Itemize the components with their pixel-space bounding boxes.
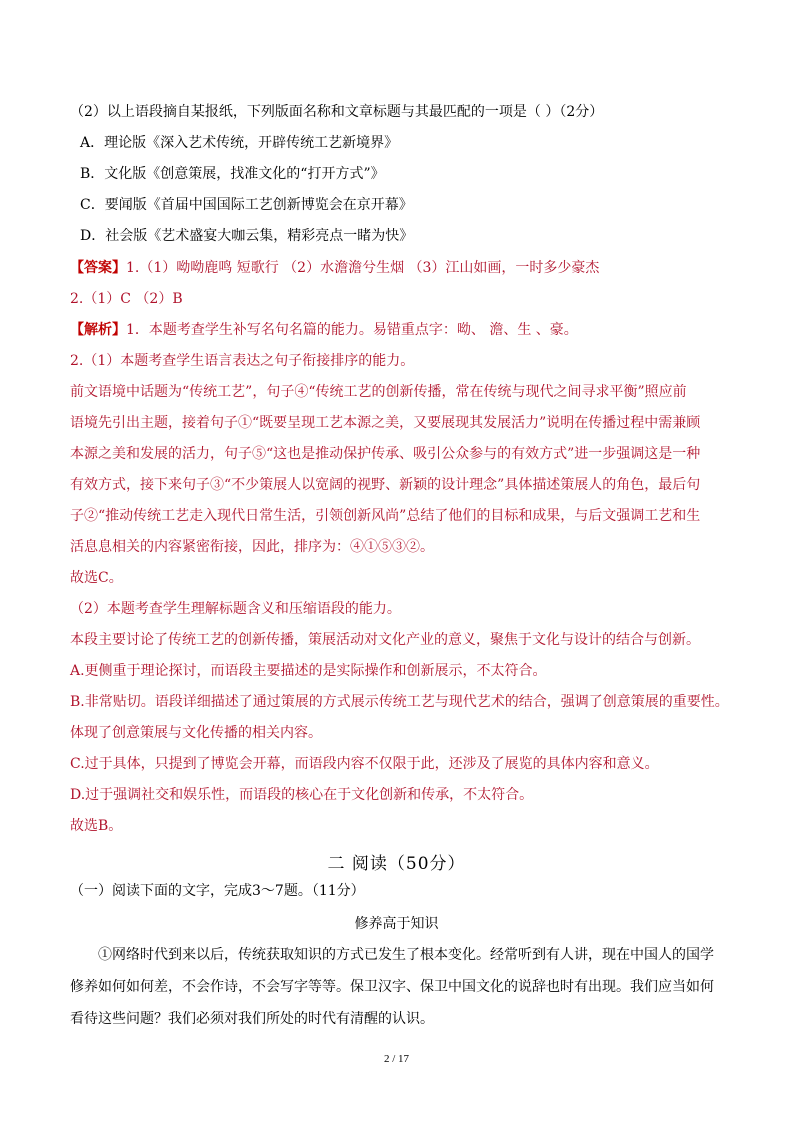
option-c: C．要闻版《首届中国国际工艺创新博览会在京开幕》 [80,197,413,213]
analysis-text: C.过于具体，只提到了博览会开幕，而语段内容不仅限于此，还涉及了展览的具体内容和意义。 [70,756,659,772]
page-number: 2 / 17 [383,1053,410,1065]
article-title: 修养高于知识 [354,916,439,932]
analysis-text: （2）本题考查学生理解标题含义和压缩语段的能力。 [70,601,401,617]
paragraph-line: 修养如何如何差，不会作诗，不会写字等等。保卫汉字、保卫中国文化的说辞也时有出现。我们应当如何 [70,979,714,995]
analysis-line [70,320,578,340]
analysis-text: 体现了创意策展与文化传播的相关内容。 [70,725,322,741]
answer-tag: 【答案】 [70,260,126,276]
paragraph-line: 看待这些问题？我们必须对我们所处的时代有清醒的认识。 [70,1011,434,1027]
section-instruction: （一）阅读下面的文字，完成3～7题。（11分） [70,883,365,899]
analysis-tag: 【解析】 [70,322,126,338]
section-heading: 二 阅读（50分） [327,854,466,874]
option-a: A．理论版《深入艺术传统，开辟传统工艺新境界》 [80,135,399,151]
analysis-text: A.更侧重于理论探讨，而语段主要描述的是实际操作和创新展示，不太符合。 [70,663,547,679]
analysis-text: 语境先引出主题，接着句子①“既要呈现工艺本源之美，又要展现其发展活力”说明在传播过程中需兼顾 [70,415,701,431]
analysis-text: 活息息相关的内容紧密衔接，因此，排序为：④①⑤③②。 [70,539,434,555]
analysis-text: 故选C。 [70,570,123,586]
option-d: D．社会版《艺术盛宴大咖云集，精彩亮点一睹为快》 [80,228,414,244]
answer-line-1 [70,258,599,278]
paragraph-line: ①网络时代到来以后，传统获取知识的方式已发生了根本变化。经常听到有人讲，现在中国人的国学 [98,947,714,963]
analysis-text: 2.（1）本题考查学生语言表达之句子衔接排序的能力。 [70,353,415,369]
question-stem: （2）以上语段摘自某报纸，下列版面名称和文章标题与其最匹配的一项是（ ）（2分） [70,104,604,120]
analysis-text: D.过于强调社交和娱乐性，而语段的核心在于文化创新和传承，不太符合。 [70,787,534,803]
analysis-text: 有效方式，接下来句子③“不少策展人以宽阔的视野、新颖的设计理念”具体描述策展人的角色，最后句 [70,477,701,493]
analysis-text-0: 1．本题考查学生补写名句名篇的能力。易错重点字：呦、 澹、生 、豪。 [126,322,578,338]
answer-text-1: 1.（1）呦呦鹿鸣 短歌行 （2）水澹澹兮生烟 （3）江山如画，一时多少豪杰 [126,260,600,276]
analysis-text: 故选B。 [70,818,123,834]
analysis-text: 前文语境中话题为“传统工艺”，句子④“传统工艺的创新传播，常在传统与现代之间寻求平衡”照应前 [70,384,687,400]
analysis-text: B.非常贴切。语段详细描述了通过策展的方式展示传统工艺与现代艺术的结合，强调了创意策展的重要性。 [70,694,729,710]
option-b: B．文化版《创意策展，找准文化的“打开方式”》 [80,166,385,182]
analysis-text: 子②“推动传统工艺走入现代日常生活，引领创新风尚”总结了他们的目标和成果，与后文强调工艺和生 [70,508,701,524]
answer-line-2: 2.（1）C （2）B [70,291,183,307]
analysis-text: 本源之美和发展的活力，句子⑤“这也是推动保护传承、吸引公众参与的有效方式”进一步强调这是一种 [70,446,701,462]
analysis-text: 本段主要讨论了传统工艺的创新传播，策展活动对文化产业的意义，聚焦于文化与设计的结合与创新。 [70,632,700,648]
